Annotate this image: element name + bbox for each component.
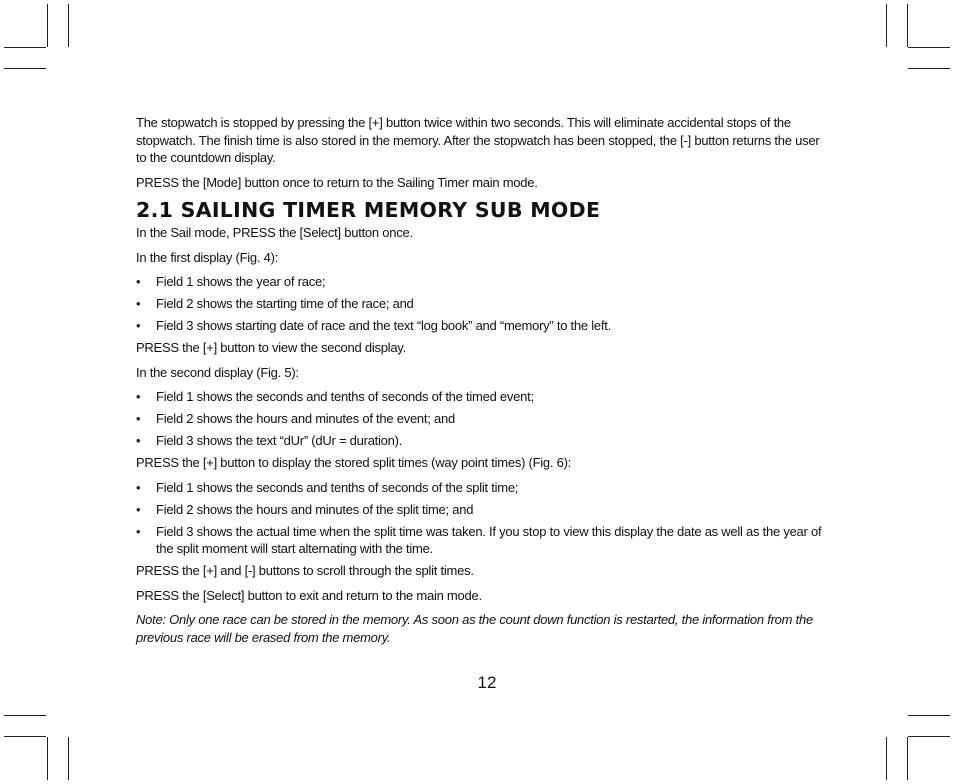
list-item: • Field 2 shows the hours and minutes of the split time; and	[136, 501, 474, 517]
bullet: •	[136, 501, 141, 517]
bullet: •	[136, 523, 141, 539]
crop-mark	[908, 736, 950, 737]
list-item: • Field 1 shows the year of race;	[136, 274, 326, 289]
crop-mark	[4, 47, 46, 48]
crop-mark	[68, 737, 69, 780]
crop-mark	[4, 715, 46, 716]
paragraph-second-display: In the second display (Fig. 5):	[136, 364, 299, 380]
paragraph-split-times: PRESS the [+] button to display the stored split times (way point times) (Fig. 6):	[136, 455, 572, 470]
bullet-list-split-display	[136, 479, 832, 558]
paragraph-press-plus: PRESS the [+] button to view the second display.	[136, 340, 406, 355]
list-item: • Field 1 shows the seconds and tenths of seconds of the split time;	[136, 479, 519, 495]
crop-mark	[908, 715, 950, 716]
crop-mark	[47, 4, 48, 47]
list-item: • Field 3 shows the actual time when the split time was taken. If you stop to view this display the date as well as the year of the split moment will start alternating with the time.	[136, 523, 822, 556]
crop-mark	[886, 737, 887, 780]
crop-mark	[4, 68, 46, 69]
list-item: • Field 2 shows the starting time of the race; and	[136, 296, 414, 311]
crop-mark	[907, 737, 908, 780]
bullet: •	[136, 274, 141, 289]
note-paragraph: Note: Only one race can be stored in the memory. As soon as the count down function is restarted, the information from the previous race will be erased from the memory.	[136, 612, 813, 645]
section-heading: 2.1 SAILING TIMER MEMORY SUB MODE	[136, 198, 601, 222]
bullet: •	[136, 389, 141, 404]
paragraph-stopwatch: The stopwatch is stopped by pressing the [+] button twice within two seconds. This will eliminate accidental stops of the stopwatch. The finish time is also stored in the memory. After the stopwatch has been stopped, the [-] button returns the user to the countdown display.	[136, 115, 820, 165]
list-item: • Field 1 shows the seconds and tenths of seconds of the timed event;	[136, 389, 534, 404]
crop-mark	[908, 47, 950, 48]
crop-mark	[68, 4, 69, 47]
bullet-list-first-display	[136, 273, 832, 335]
paragraph-first-display: In the first display (Fig. 4):	[136, 249, 279, 265]
bullet: •	[136, 318, 141, 333]
page-number: 12	[477, 673, 497, 692]
bullet: •	[136, 479, 141, 495]
bullet: •	[136, 433, 141, 448]
crop-mark	[4, 736, 46, 737]
list-item: • Field 2 shows the hours and minutes of the event; and	[136, 411, 455, 426]
bullet: •	[136, 411, 141, 426]
list-item: • Field 3 shows the text “dUr” (dUr = duration).	[136, 433, 403, 448]
paragraph-exit: PRESS the [Select] button to exit and return to the main mode.	[136, 587, 482, 603]
crop-mark	[907, 4, 908, 47]
crop-mark	[886, 4, 887, 47]
bullet: •	[136, 296, 141, 311]
crop-mark	[908, 68, 950, 69]
paragraph-intro: In the Sail mode, PRESS the [Select] button once.	[136, 225, 413, 240]
page-content	[136, 114, 832, 653]
paragraph-mode: PRESS the [Mode] button once to return to the Sailing Timer main mode.	[136, 174, 538, 190]
list-item: • Field 3 shows starting date of race and the text “log book” and “memory” to the left.	[136, 318, 611, 333]
bullet-list-second-display	[136, 388, 832, 450]
paragraph-scroll: PRESS the [+] and [-] buttons to scroll through the split times.	[136, 563, 474, 578]
crop-mark	[47, 737, 48, 780]
